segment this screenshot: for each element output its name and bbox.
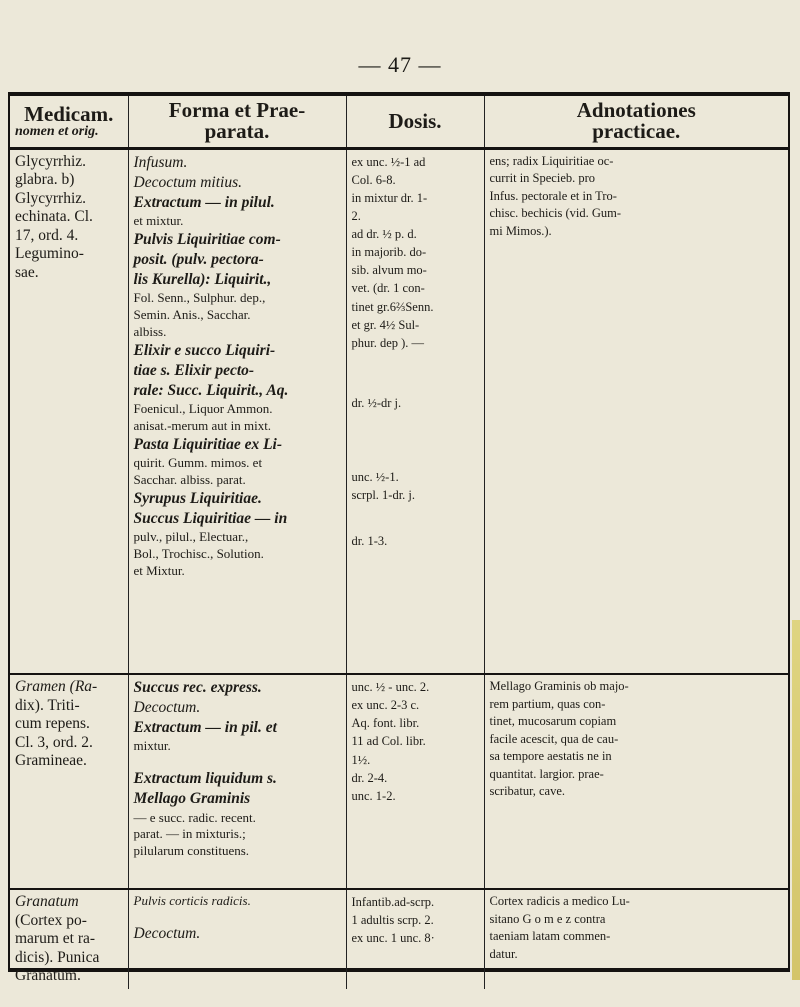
note-line: sitano G o m e z contra xyxy=(489,911,606,926)
cell-name xyxy=(10,148,128,674)
form-line: Pulvis Liquiritiae com- xyxy=(133,230,281,248)
cell-dosis xyxy=(346,889,484,989)
form-line: Succus rec. express. xyxy=(133,679,262,696)
form-line: Pulvis corticis radicis. xyxy=(133,893,251,908)
form-line: mixtur. xyxy=(133,738,171,754)
cell-dosis xyxy=(346,148,484,674)
dosis-line: phur. dep ). — xyxy=(351,335,425,350)
form-line: Semin. Anis., Sacchar. xyxy=(133,307,251,323)
dosis-line: ex unc. 1 unc. 8· xyxy=(351,931,435,946)
dosis-line: vet. (dr. 1 con- xyxy=(351,281,425,296)
page-number: — 47 — xyxy=(358,52,442,77)
dosis-line: unc. ½ - unc. 2. xyxy=(351,680,430,694)
header-dosis-title: Dosis. xyxy=(388,108,442,133)
dosis-line: unc. 1-2. xyxy=(351,788,396,803)
dosis-line: in majorib. do- xyxy=(351,245,427,260)
form-line: Extractum — in pil. et xyxy=(133,719,277,737)
header-adnotationes xyxy=(484,96,788,148)
dosis-line: ad dr. ½ p. d. xyxy=(351,227,417,241)
cell-forms xyxy=(128,889,346,989)
note-line: taeniam latam commen- xyxy=(489,929,611,943)
note-line: ens; radix Liquiritiae oc- xyxy=(489,153,614,168)
spacer xyxy=(352,454,479,468)
dosis-line: dr. 2-4. xyxy=(351,770,388,785)
dosis-line: tinet gr.6⅔Senn. xyxy=(351,299,434,314)
form-line: posit. (pulv. pectora- xyxy=(133,250,264,268)
form-line: — e succ. radic. recent. xyxy=(133,809,256,825)
form-line: Decoctum mitius. xyxy=(133,173,242,191)
name-line: dicis). Punica xyxy=(15,948,100,966)
note-line: mi Mimos.). xyxy=(489,223,552,238)
name-line: marum et ra- xyxy=(15,930,96,948)
dosis-line: unc. ½-1. xyxy=(351,470,399,484)
name-line: Cl. 3, ord. 2. xyxy=(15,733,93,751)
cell-notes xyxy=(484,148,788,674)
note-line: datur. xyxy=(489,946,518,961)
form-line: Extractum — in pilul. xyxy=(133,193,275,211)
dosis-line: sib. alvum mo- xyxy=(351,263,427,278)
note-line: facile acescit, qua de cau- xyxy=(489,731,619,746)
header-forma-line1: Forma et Prae- xyxy=(168,98,306,123)
form-line: lis Kurella): Liquirit., xyxy=(133,271,272,289)
header-medicamentum-sub: nomen et orig. xyxy=(15,123,99,139)
name-line: dix). Triti- xyxy=(15,696,80,714)
name-line: Granatum. xyxy=(15,967,81,985)
form-line: albiss. xyxy=(133,324,167,340)
spacer xyxy=(352,412,479,426)
spacer xyxy=(352,504,479,518)
dosis-line: 1½. xyxy=(351,752,371,767)
dosis-line: 2. xyxy=(351,208,361,223)
cell-forms xyxy=(128,148,346,674)
dosis-line: dr. ½-dr j. xyxy=(351,395,402,410)
name-line: Glycyrrhiz. xyxy=(15,189,87,207)
cell-notes xyxy=(484,889,788,989)
note-line: scribatur, cave. xyxy=(489,784,566,798)
dosis-line: 11 ad Col. libr. xyxy=(351,734,426,749)
dosis-line: ex unc. ½-1 ad xyxy=(351,154,426,169)
name-line: glabra. b) xyxy=(15,171,75,189)
name-line: Glycyrrhiz. xyxy=(15,152,87,170)
form-line: et mixtur. xyxy=(133,212,184,228)
page-edge-mark xyxy=(792,620,800,980)
header-dosis xyxy=(346,96,484,148)
note-line: Cortex radicis a medico Lu- xyxy=(489,894,630,908)
note-line: currit in Specieb. pro xyxy=(489,171,596,185)
cell-dosis xyxy=(346,674,484,889)
cell-name xyxy=(10,889,128,989)
header-forma xyxy=(128,96,346,148)
form-line: Foenicul., Liquor Ammon. xyxy=(133,401,273,417)
spacer xyxy=(352,440,479,454)
header-row xyxy=(10,96,788,148)
name-line: Leguminо- xyxy=(15,245,84,263)
form-line: Decoctum. xyxy=(133,699,201,717)
form-line: Extractum liquidum s. xyxy=(133,770,277,788)
form-line: Succus Liquiritiae — in xyxy=(133,510,288,528)
table-row xyxy=(10,889,788,989)
dosis-line: Aq. font. libr. xyxy=(351,716,420,731)
cell-name xyxy=(10,674,128,889)
name-line: Granatum xyxy=(15,893,79,910)
form-line: quirit. Gumm. mimos. et xyxy=(133,455,263,471)
header-medicamentum-title: Medicam. xyxy=(24,101,114,126)
dosis-line: scrpl. 1-dr. j. xyxy=(351,488,416,503)
table-row xyxy=(10,674,788,889)
name-line: cum repens. xyxy=(15,715,90,733)
spacer xyxy=(352,518,479,532)
spacer xyxy=(352,366,479,380)
spacer xyxy=(352,426,479,440)
form-line: Sacchar. albiss. parat. xyxy=(133,472,246,488)
form-line: et Mixtur. xyxy=(133,563,185,579)
dosis-line: Col. 6-8. xyxy=(351,172,396,187)
note-line: sa tempore aestatis ne in xyxy=(489,749,612,763)
table xyxy=(10,96,788,989)
table-row xyxy=(10,148,788,674)
name-line: 17, ord. 4. xyxy=(15,226,79,244)
form-line: Syrupus Liquiritiae. xyxy=(133,490,262,508)
spacer xyxy=(352,352,479,366)
note-line: Mellago Graminis ob majo- xyxy=(489,679,629,693)
header-adnotationes-line1: Adnotationes xyxy=(576,98,696,123)
name-line: (Cortex po- xyxy=(15,911,87,929)
note-line: rem partium, quas con- xyxy=(489,696,606,711)
spacer xyxy=(352,380,479,394)
form-line: parat. — in mixturis.; xyxy=(133,826,246,842)
spacer xyxy=(134,910,341,924)
note-line: chisc. bechicis (vid. Gum- xyxy=(489,206,622,220)
header-medicamentum xyxy=(10,96,128,148)
pharmacopoeia-table xyxy=(8,92,790,985)
name-line: Gramineae. xyxy=(15,752,87,770)
form-line: Decoctum. xyxy=(133,924,201,942)
form-line: rale: Succ. Liquirit., Aq. xyxy=(133,382,289,400)
form-line: Bol., Trochisc., Solution. xyxy=(133,546,264,562)
cell-notes xyxy=(484,674,788,889)
dosis-line: ex unc. 2-3 c. xyxy=(351,698,420,713)
form-line: Mellago Graminis xyxy=(133,790,251,808)
spacer xyxy=(134,755,341,769)
header-forma-line2: parata. xyxy=(204,119,270,144)
form-line: anisat.-merum aut in mixt. xyxy=(133,418,272,434)
dosis-line: dr. 1-3. xyxy=(351,534,388,549)
form-line: tiae s. Elixir pecto- xyxy=(133,362,255,380)
dosis-line: et gr. 4½ Sul- xyxy=(351,317,420,332)
name-line: echinata. Cl. xyxy=(15,208,93,226)
dosis-line: in mixtur dr. 1- xyxy=(351,190,428,205)
form-line: Elixir e succo Liquiri- xyxy=(133,341,276,359)
form-line: Fol. Senn., Sulphur. dep., xyxy=(133,290,266,306)
form-line: Infusum. xyxy=(133,153,188,171)
note-line: Infus. pectorale et in Tro- xyxy=(489,188,617,203)
dosis-line: 1 adultis scrp. 2. xyxy=(351,913,434,928)
note-line: quantitat. largior. prae- xyxy=(489,766,604,781)
name-line: sae. xyxy=(15,264,39,282)
header-adnotationes-line2: practicae. xyxy=(592,119,681,144)
name-line: Gramen (Ra- xyxy=(15,678,98,695)
dosis-line: Infantib.ad-scrp. xyxy=(351,895,435,909)
note-line: tinet, mucosarum copiam xyxy=(489,714,617,728)
cell-forms xyxy=(128,674,346,889)
form-line: pulv., pilul., Electuar., xyxy=(133,529,249,545)
form-line: Pasta Liquiritiae ex Li- xyxy=(133,436,283,454)
form-line: pilularum constituens. xyxy=(133,843,250,859)
